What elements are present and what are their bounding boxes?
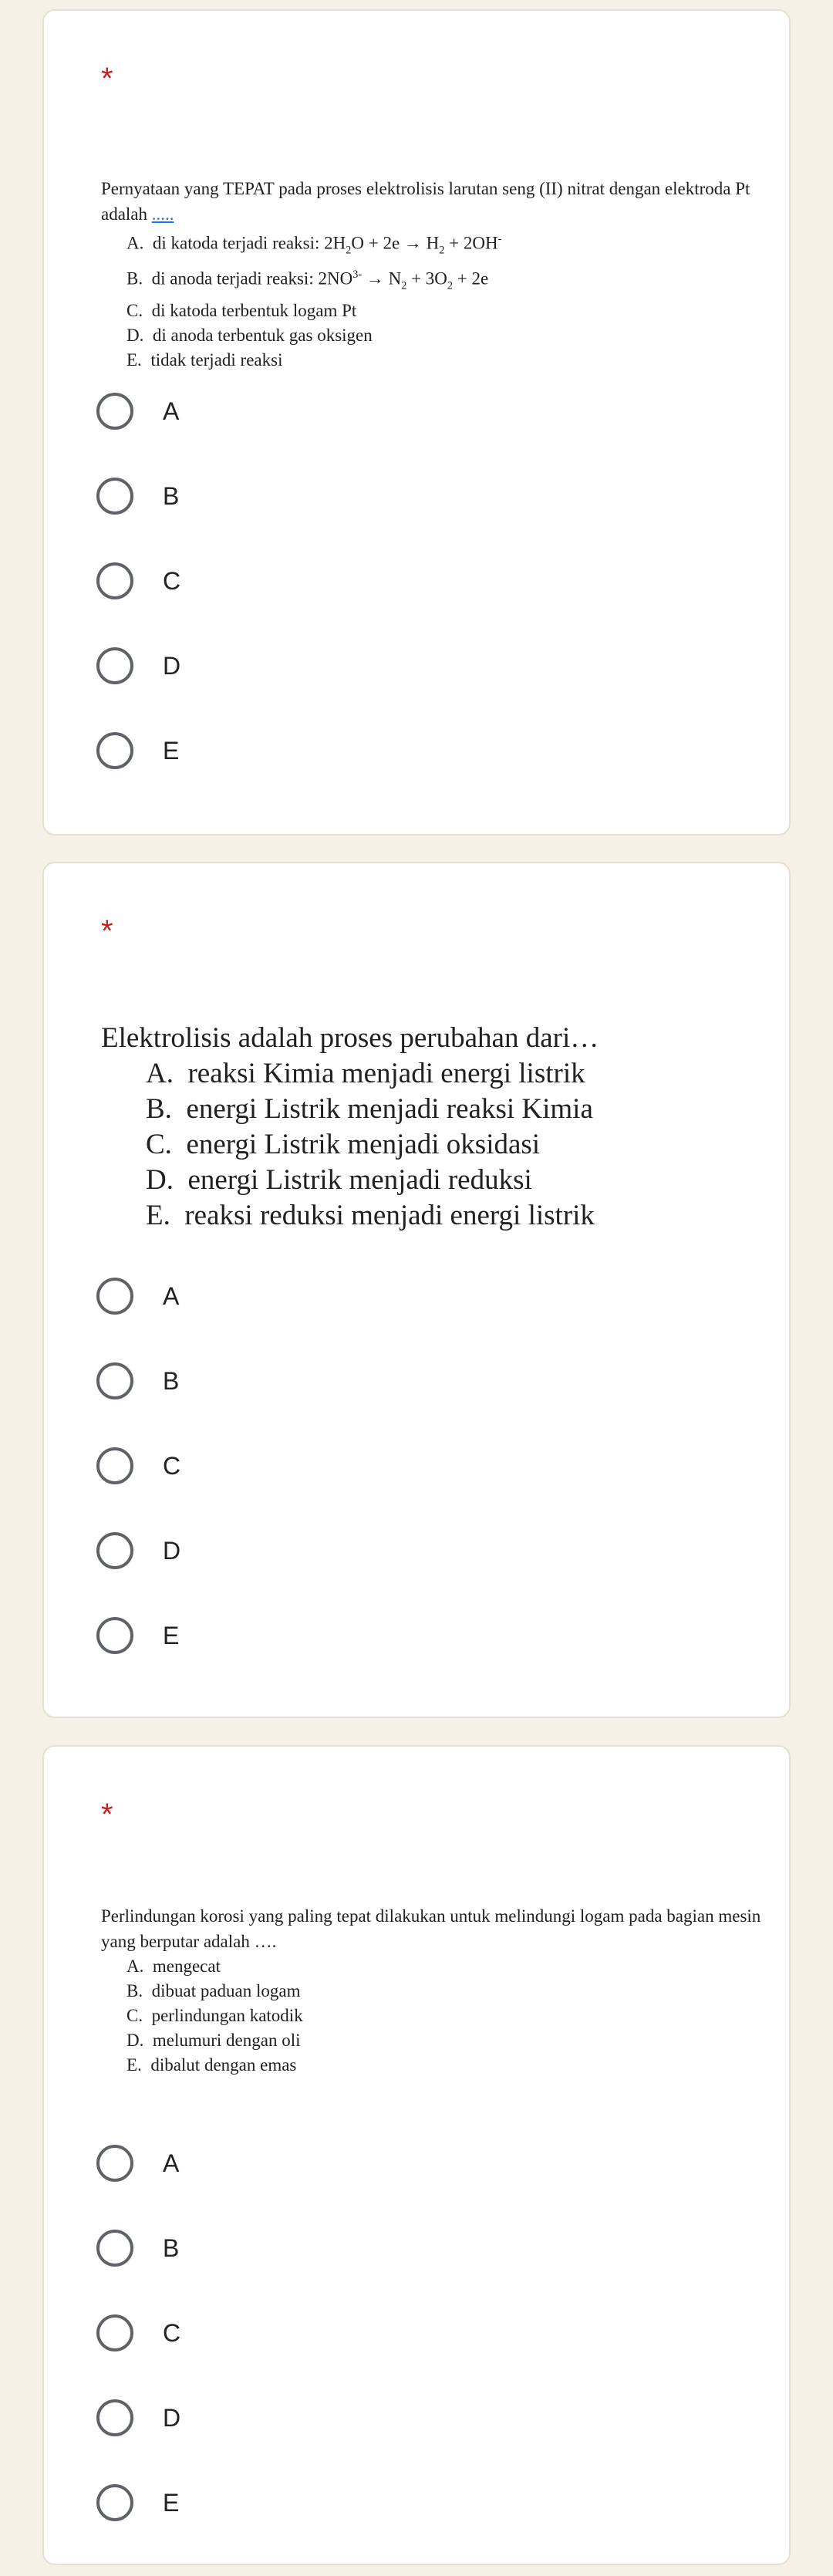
choice-label: E bbox=[163, 2488, 180, 2517]
question-option-b: B. di anoda terjadi reaksi: $2NO^{3-} \to N_2 + 3O_2 + 2e$ bbox=[126, 268, 489, 292]
answer-choices bbox=[96, 369, 559, 793]
radio-button[interactable] bbox=[96, 2399, 133, 2436]
radio-button[interactable] bbox=[96, 732, 133, 769]
radio-button[interactable] bbox=[96, 393, 133, 430]
choice-label: B bbox=[163, 1366, 180, 1395]
question-option-b: B. energi Listrik menjadi reaksi Kimia bbox=[146, 1093, 593, 1125]
question-option-c: C. energi Listrik menjadi oksidasi bbox=[146, 1129, 541, 1160]
radio-button[interactable] bbox=[96, 2314, 133, 2351]
radio-button[interactable] bbox=[96, 1278, 133, 1315]
question-stem: Pernyataan yang TEPAT pada proses elektrolisis larutan seng (II) nitrat dengan elektroda Pt adalah ..... bbox=[101, 179, 750, 224]
radio-choice-c[interactable] bbox=[96, 2291, 559, 2375]
choice-label: E bbox=[163, 1621, 180, 1649]
question-option-c: C. di katoda terbentuk logam Pt bbox=[126, 300, 357, 320]
question-option-d: D. melumuri dengan oli bbox=[126, 2031, 301, 2050]
radio-choice-c[interactable] bbox=[96, 538, 559, 623]
radio-button[interactable] bbox=[96, 562, 133, 599]
radio-choice-b[interactable] bbox=[96, 2206, 559, 2291]
radio-button[interactable] bbox=[96, 1447, 133, 1484]
radio-button[interactable] bbox=[96, 2145, 133, 2182]
choice-label: D bbox=[163, 651, 181, 680]
radio-button[interactable] bbox=[96, 1532, 133, 1569]
choice-label: D bbox=[163, 2403, 181, 2432]
question-option-c: C. perlindungan katodik bbox=[126, 2006, 303, 2025]
question-option-d: D. di anoda terbentuk gas oksigen bbox=[126, 325, 373, 345]
choice-label: D bbox=[163, 1536, 181, 1565]
answer-choices bbox=[96, 2121, 559, 2545]
radio-button[interactable] bbox=[96, 2484, 133, 2521]
radio-choice-a[interactable] bbox=[96, 1254, 559, 1339]
radio-choice-e[interactable] bbox=[96, 2460, 559, 2545]
choice-label: A bbox=[163, 397, 180, 425]
choice-label: A bbox=[163, 1281, 180, 1310]
question-option-b: B. dibuat paduan logam bbox=[126, 1981, 301, 2000]
question-option-a: A. mengecat bbox=[126, 1956, 221, 1976]
choice-label: C bbox=[163, 2318, 181, 2347]
radio-choice-a[interactable] bbox=[96, 369, 559, 454]
question-option-e: E. reaksi reduksi menjadi energi listrik bbox=[146, 1200, 595, 1231]
choice-label: B bbox=[163, 2233, 180, 2262]
radio-choice-b[interactable] bbox=[96, 454, 559, 538]
radio-button[interactable] bbox=[96, 647, 133, 684]
radio-choice-c[interactable] bbox=[96, 1423, 559, 1508]
required-indicator: * bbox=[101, 62, 113, 96]
choice-label: A bbox=[163, 2149, 180, 2177]
radio-choice-d[interactable] bbox=[96, 2375, 559, 2460]
radio-button[interactable] bbox=[96, 1362, 133, 1399]
radio-choice-e[interactable] bbox=[96, 708, 559, 793]
question-stem: Perlindungan korosi yang paling tepat dilakukan untuk melindungi logam pada bagian mesin yang berputar adalah …. bbox=[101, 1906, 761, 1951]
choice-label: C bbox=[163, 1451, 181, 1480]
choice-label: B bbox=[163, 481, 180, 510]
choice-label: C bbox=[163, 566, 181, 595]
question-text bbox=[101, 1903, 772, 2078]
question-card-3 bbox=[42, 1745, 791, 2565]
answer-choices bbox=[96, 1254, 559, 1678]
required-indicator: * bbox=[101, 914, 113, 948]
question-option-d: D. energi Listrik menjadi reduksi bbox=[146, 1164, 532, 1196]
question-option-a: A. di katoda terjadi reaksi: $2H_2O + 2e \to H_2 + 2OH^-$ bbox=[126, 233, 502, 257]
radio-choice-d[interactable] bbox=[96, 1508, 559, 1593]
radio-button[interactable] bbox=[96, 478, 133, 515]
question-option-e: E. tidak terjadi reaksi bbox=[126, 349, 283, 370]
radio-choice-b[interactable] bbox=[96, 1339, 559, 1423]
question-stem: Elektrolisis adalah proses perubahan dari… bbox=[101, 1022, 599, 1054]
question-card-2 bbox=[42, 862, 791, 1718]
radio-choice-e[interactable] bbox=[96, 1593, 559, 1678]
choice-label: E bbox=[163, 736, 180, 765]
radio-button[interactable] bbox=[96, 2230, 133, 2267]
question-option-a: A. reaksi Kimia menjadi energi listrik bbox=[146, 1058, 585, 1089]
question-text bbox=[101, 1020, 772, 1234]
radio-button[interactable] bbox=[96, 1617, 133, 1654]
radio-choice-d[interactable] bbox=[96, 623, 559, 708]
question-card-1 bbox=[42, 9, 791, 836]
radio-choice-a[interactable] bbox=[96, 2121, 559, 2206]
required-indicator: * bbox=[101, 1798, 113, 1832]
question-option-e: E. dibalut dengan emas bbox=[126, 2055, 297, 2075]
question-text bbox=[101, 176, 772, 373]
